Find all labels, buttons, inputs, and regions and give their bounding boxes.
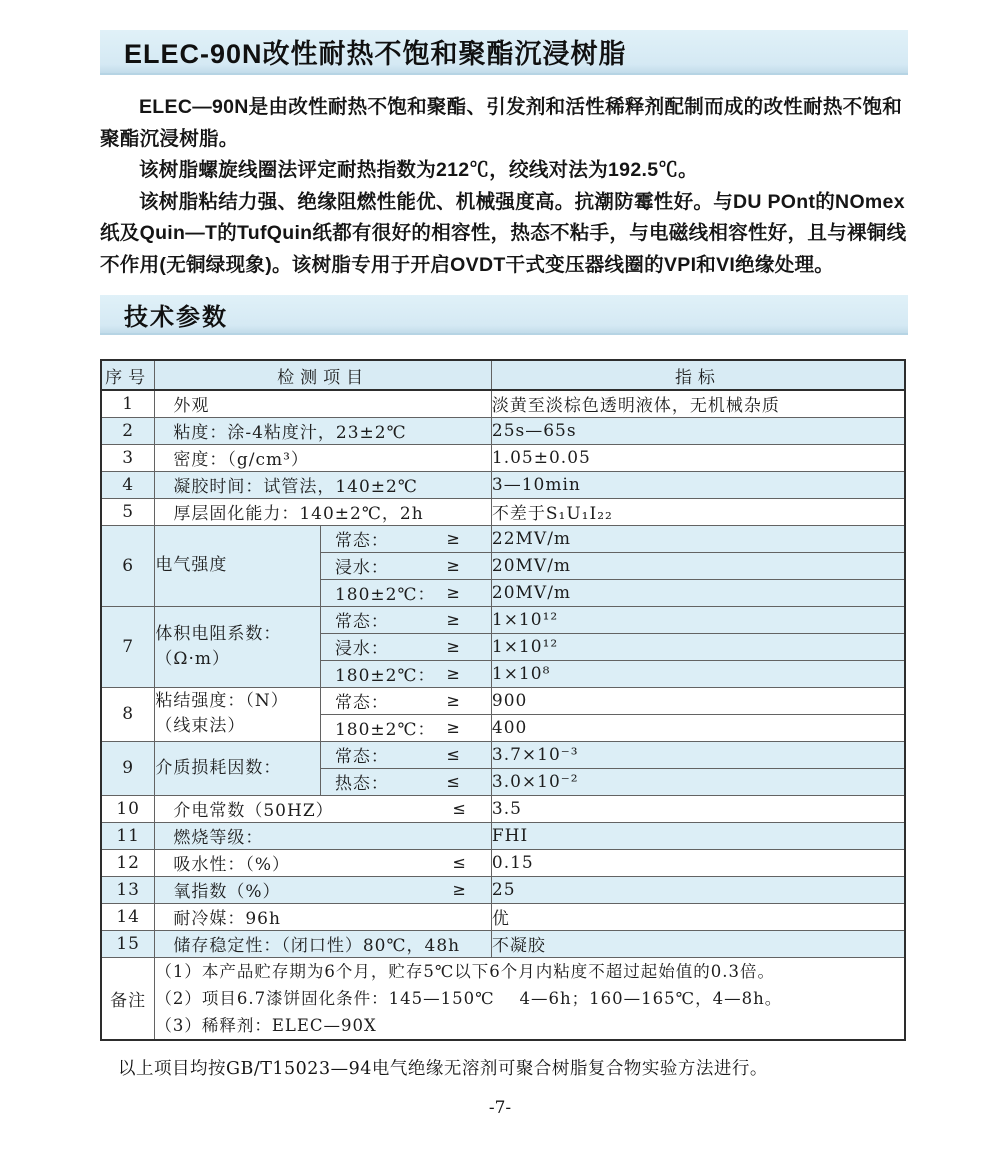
row-no: 13 (101, 876, 155, 903)
condition-text: 浸水： (334, 558, 389, 578)
item-cell (155, 930, 492, 957)
compare-symbol: ≥ (446, 529, 461, 548)
compare-symbol: ≤ (452, 853, 467, 872)
document-title-bar (100, 30, 908, 75)
compare-symbol: ≥ (446, 637, 461, 656)
item-text: 凝胶时间：试管法，140±2℃ (173, 477, 418, 497)
item-text: 燃烧等级： (173, 828, 264, 848)
value-cell: 不凝胶 (491, 930, 905, 957)
value-cell: 400 (491, 714, 905, 741)
section-title-bar (100, 295, 908, 335)
condition-text: 热态： (334, 774, 389, 794)
value-cell: 20MV/m (491, 552, 905, 579)
condition-cell (320, 579, 491, 606)
value-cell: 1×10¹² (491, 606, 905, 633)
item-text-2: （线束法） (155, 716, 246, 736)
table-group-row (101, 525, 905, 552)
intro-section (100, 92, 908, 281)
condition-text: 180±2℃： (334, 585, 436, 605)
row-no: 4 (101, 471, 155, 498)
table-row (101, 903, 905, 930)
value-cell: 不差于S₁U₁I₂₂ (491, 498, 905, 525)
remarks-label: 备注 (101, 957, 155, 1040)
condition-cell (320, 552, 491, 579)
value-cell: 3.0×10⁻² (491, 768, 905, 795)
condition-text: 常态： (334, 531, 389, 551)
section-title: 技术参数 (124, 303, 228, 331)
document-title: ELEC-90N改性耐热不饱和聚酯沉浸树脂 (124, 39, 627, 69)
condition-cell (320, 633, 491, 660)
compare-symbol: ≥ (446, 718, 461, 737)
item-cell (155, 876, 492, 903)
item-text: 电气强度 (155, 555, 228, 576)
condition-text: 常态： (334, 747, 389, 767)
row-no: 3 (101, 444, 155, 471)
value-cell: 1.05±0.05 (491, 444, 905, 471)
compare-symbol: ≥ (446, 556, 461, 575)
item-cell (155, 795, 492, 822)
value-cell: 1×10⁸ (491, 660, 905, 687)
item-cell (155, 444, 492, 471)
condition-text: 浸水： (334, 639, 389, 659)
row-no: 10 (101, 795, 155, 822)
item-text: 粘度：涂-4粘度汁，23±2℃ (173, 423, 407, 443)
compare-symbol: ≥ (446, 583, 461, 602)
table-row (101, 444, 905, 471)
table-group-row (101, 687, 905, 714)
item-text: 厚层固化能力：140±2℃，2h (173, 504, 424, 524)
row-no: 12 (101, 849, 155, 876)
compare-symbol: ≥ (446, 691, 461, 710)
condition-text: 180±2℃： (334, 720, 436, 740)
condition-cell (320, 687, 491, 714)
item-text: 耐冷媒：96h (173, 909, 281, 929)
remark-line-3: （3）稀释剂：ELEC—90X (155, 1015, 377, 1035)
value-cell: 900 (491, 687, 905, 714)
item-text: 体积电阻系数： (155, 623, 282, 644)
item-cell (155, 525, 321, 606)
table-row (101, 795, 905, 822)
item-cell (155, 471, 492, 498)
content-column (100, 0, 908, 1080)
row-no: 14 (101, 903, 155, 930)
row-no: 11 (101, 822, 155, 849)
value-cell: 25s—65s (491, 417, 905, 444)
remark-line-2: （2）项目6.7漆饼固化条件：145—150℃ 4—6h；160—165℃，4—8h。 (155, 988, 783, 1008)
row-no: 8 (101, 687, 155, 741)
header-no: 序号 (101, 360, 155, 390)
remarks-row (101, 957, 905, 1040)
table-row (101, 390, 905, 417)
condition-cell (320, 741, 491, 768)
value-cell: 淡黄至淡棕色透明液体，无机械杂质 (491, 390, 905, 417)
intro-paragraph-2: 该树脂螺旋线圈法评定耐热指数为212℃，绞线对法为192.5℃。 (139, 159, 698, 181)
item-text: 吸水性：（%） (173, 855, 291, 875)
header-index: 指标 (491, 360, 905, 390)
value-cell: 25 (491, 876, 905, 903)
condition-cell (320, 660, 491, 687)
condition-cell (320, 714, 491, 741)
row-no: 6 (101, 525, 155, 606)
item-text: 储存稳定性：（闭口性）80℃，48h (173, 936, 461, 956)
value-cell: 20MV/m (491, 579, 905, 606)
row-no: 9 (101, 741, 155, 795)
item-text: 密度：（g/cm³） (173, 450, 309, 470)
table-group-row (101, 741, 905, 768)
value-cell: 22MV/m (491, 525, 905, 552)
item-cell (155, 849, 492, 876)
compare-symbol: ≥ (452, 880, 467, 899)
value-cell: 3.7×10⁻³ (491, 741, 905, 768)
row-no: 2 (101, 417, 155, 444)
compare-symbol: ≤ (446, 745, 461, 764)
table-header-row (101, 360, 905, 390)
item-text-2: （Ω·m） (155, 648, 230, 669)
item-text: 氧指数（%） (173, 882, 281, 902)
table-row (101, 471, 905, 498)
table-row (101, 849, 905, 876)
condition-cell (320, 525, 491, 552)
table-row (101, 417, 905, 444)
standard-reference-note: 以上项目均按GB/T15023—94电气绝缘无溶剂可聚合树脂复合物实验方法进行。 (118, 1058, 768, 1079)
value-cell: 0.15 (491, 849, 905, 876)
item-cell (155, 741, 321, 795)
item-cell (155, 606, 321, 687)
value-cell: 优 (491, 903, 905, 930)
value-cell: 3—10min (491, 471, 905, 498)
condition-cell (320, 768, 491, 795)
condition-cell (320, 606, 491, 633)
item-cell (155, 903, 492, 930)
compare-symbol: ≤ (452, 799, 467, 818)
item-text: 介电常数（50HZ） (173, 801, 334, 821)
table-row (101, 876, 905, 903)
row-no: 15 (101, 930, 155, 957)
item-cell (155, 687, 321, 741)
remarks-cell (155, 957, 905, 1040)
table-row (101, 498, 905, 525)
intro-paragraph-3: 该树脂粘结力强、绝缘阻燃性能优、机械强度高。抗潮防霉性好。与DU POnt的NOmex纸及Quin—T的TufQuin纸都有很好的相容性，热态不粘手，与电磁线相容性好，且与裸铜线不作用(无铜绿现象)。该树脂专用于开启OVDT干式变压器线圈的VPI和VI绝缘处理。 (100, 190, 907, 276)
compare-symbol: ≥ (446, 664, 461, 683)
item-cell (155, 417, 492, 444)
remark-line-1: （1）本产品贮存期为6个月，贮存5℃以下6个月内粘度不超过起始值的0.3倍。 (155, 961, 776, 981)
value-cell: FHI (491, 822, 905, 849)
compare-symbol: ≤ (446, 772, 461, 791)
item-text: 粘结强度：（N） (155, 691, 289, 712)
item-text: 介质损耗因数： (155, 757, 282, 778)
condition-text: 常态： (334, 693, 389, 713)
table-row (101, 930, 905, 957)
page-number: -7- (488, 1098, 512, 1118)
condition-text: 180±2℃： (334, 666, 436, 686)
condition-text: 常态： (334, 612, 389, 632)
value-cell: 1×10¹² (491, 633, 905, 660)
item-text: 外观 (173, 396, 210, 417)
compare-symbol: ≥ (446, 610, 461, 629)
table-group-row (101, 606, 905, 633)
item-cell (155, 390, 492, 417)
row-no: 1 (101, 390, 155, 417)
item-cell (155, 498, 492, 525)
item-cell (155, 822, 492, 849)
intro-paragraph-1: ELEC—90N是由改性耐热不饱和聚酯、引发剂和活性稀释剂配制而成的改性耐热不饱和聚酯沉浸树脂。 (100, 96, 903, 150)
value-cell: 3.5 (491, 795, 905, 822)
header-item: 检测项目 (155, 360, 492, 390)
row-no: 7 (101, 606, 155, 687)
spec-table (100, 359, 906, 1041)
table-row (101, 822, 905, 849)
row-no: 5 (101, 498, 155, 525)
